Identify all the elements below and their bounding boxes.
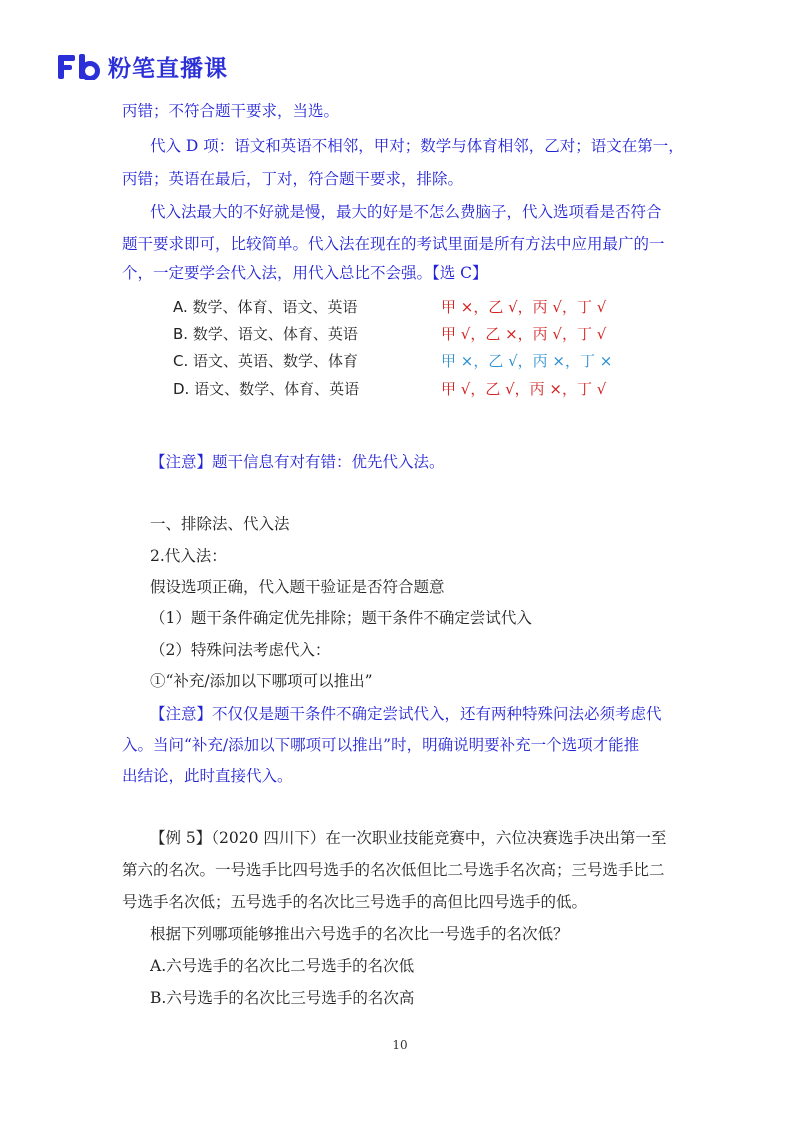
option-result-b: 甲 √，乙 ×，丙 √，丁 √ [441,325,607,343]
example-option-b: B.六号选手的名次比三号选手的名次高 [150,989,415,1007]
text-line: ①“补充/添加以下哪项可以推出” [150,672,373,690]
fb-logo-icon [58,54,100,80]
page-number: 10 [392,1038,408,1052]
text-line: 入。当问“补充/添加以下哪项可以推出”时，明确说明要补充一个选项才能推 [122,736,640,754]
option-label-d: D. 语文、数学、体育、英语 [173,380,360,398]
text-line: 第六的名次。一号选手比四号选手的名次低但比二号选手名次高；三号选手比二 [122,861,665,879]
option-label-c: C. 语文、英语、数学、体育 [173,352,359,370]
option-label-a: A. 数学、体育、语文、英语 [173,298,358,316]
option-label-b: B. 数学、语文、体育、英语 [173,325,358,343]
option-result-c: 甲 ×，乙 √，丙 ×，丁 × [441,352,613,370]
text-line: 个，一定要学会代入法，用代入总比不会强。【选 C】 [122,264,488,282]
text-line: 代入法最大的不好就是慢，最大的好是不怎么费脑子，代入选项看是否符合 [150,203,662,221]
text-line: 代入 D 项：语文和英语不相邻，甲对；数学与体育相邻，乙对；语文在第一， [150,137,684,155]
text-line: 号选手名次低；五号选手的名次比三号选手的高但比四号选手的低。 [122,893,588,911]
note-2-line [150,704,662,724]
text-line: 假设选项正确，代入题干验证是否符合题意 [150,578,445,596]
text-line: 出结论，此时直接代入。 [122,767,293,785]
example-question: 根据下列哪项能够推出六号选手的名次比一号选手的名次低？ [150,925,569,943]
section-heading: 一、排除法、代入法 [150,515,290,533]
brand-logo [58,50,228,83]
example-option-a: A.六号选手的名次比二号选手的名次低 [150,957,415,975]
example-title: 【例 5】（2020 四川下）在一次职业技能竞赛中，六位决赛选手决出第一至 [150,829,667,847]
text-line: （2）特殊问法考虑代入： [150,641,331,659]
text-line: 丙错；英语在最后，丁对，符合题干要求，排除。 [122,170,464,188]
brand-name: 粉笔直播课 [108,56,228,82]
section-sub: 2.代入法： [150,547,227,565]
note-1: 【注意】题干信息有对有错：优先代入法。 [150,453,445,471]
note-2-tag: 【注意】 [150,705,213,723]
option-result-d: 甲 √，乙 √，丙 ×，丁 √ [441,380,607,398]
option-result-a: 甲 ×，乙 √，丙 √，丁 √ [441,298,607,316]
note-2-text: 不仅仅是题干条件不确定尝试代入，还有两种特殊问法必须考虑代 [212,705,662,723]
text-line: 丙错；不符合题干要求，当选。 [122,102,340,120]
text-line: 题干要求即可，比较简单。代入法在现在的考试里面是所有方法中应用最广的一 [122,235,665,253]
text-line: （1）题干条件确定优先排除；题干条件不确定尝试代入 [150,609,532,627]
